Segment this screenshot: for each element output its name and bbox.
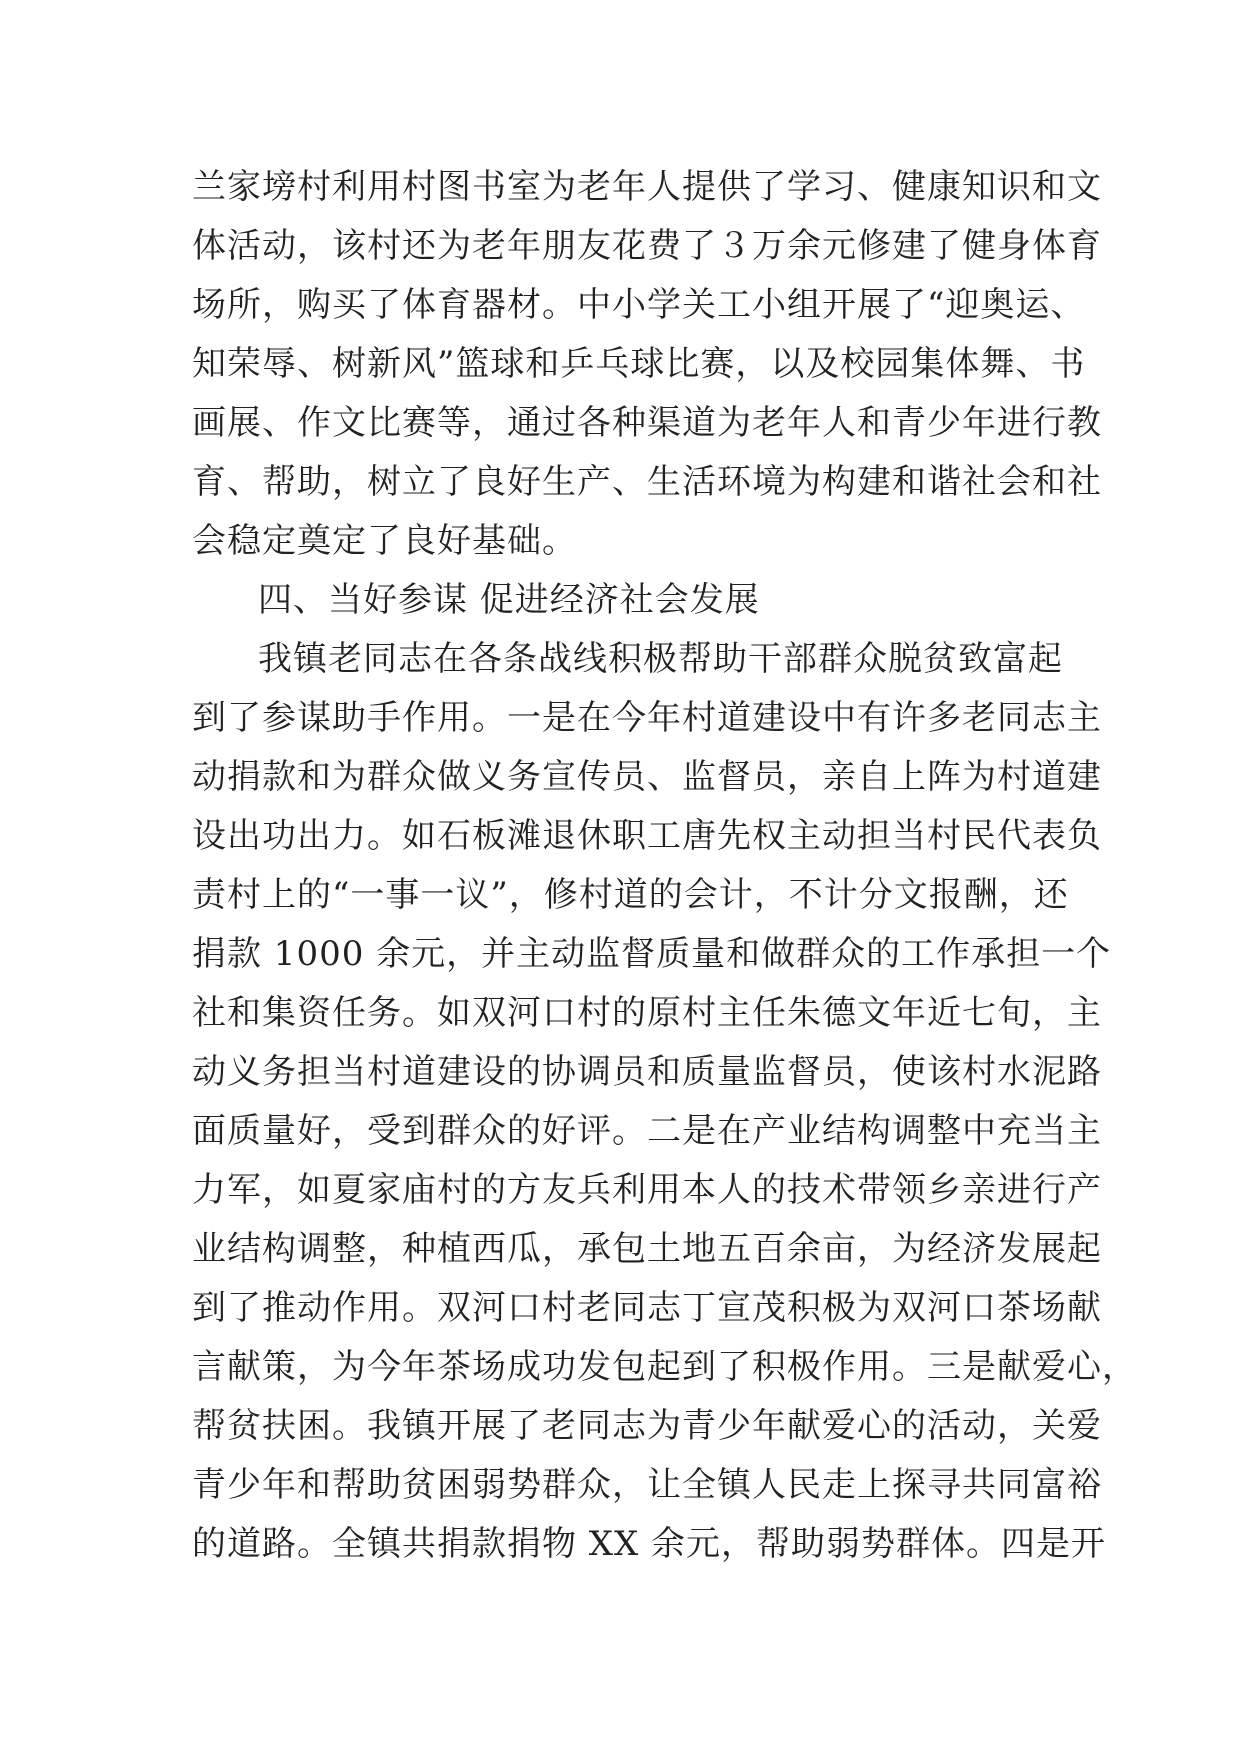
text-line: 责村上的“一事一议”，修村道的会计，不计分文报酬，还 (192, 875, 1069, 915)
text-line: 场所，购买了体育器材。中小学关工小组开展了“迎奥运、 (192, 285, 1086, 325)
text-line: 社和集资任务。如双河口村的原村主任朱德文年近七旬，主 (192, 993, 1102, 1033)
text-line: 到了参谋助手作用。一是在今年村道建设中有许多老同志主 (192, 698, 1102, 738)
text-line: 面质量好，受到群众的好评。二是在产业结构调整中充当主 (192, 1111, 1102, 1151)
text-line: 青少年和帮助贫困弱势群众，让全镇人民走上探寻共同富裕 (192, 1465, 1102, 1505)
text-line: 画展、作文比赛等，通过各种渠道为老年人和青少年进行教 (192, 403, 1102, 443)
body-text (192, 158, 1137, 1574)
text-line: 到了推动作用。双河口村老同志丁宣茂积极为双河口茶场献 (192, 1288, 1102, 1328)
text-line: 的道路。全镇共捐款捐物 XX 余元，帮助弱势群体。四是开 (192, 1524, 1107, 1564)
text-line: 设出功出力。如石板滩退休职工唐先权主动担当村民代表负 (192, 816, 1102, 856)
text-line: 体活动，该村还为老年朋友花费了３万余元修建了健身体育 (192, 226, 1102, 266)
text-line: 兰家塝村利用村图书室为老年人提供了学习、健康知识和文 (192, 167, 1102, 207)
text-line: 知荣辱、树新风”篮球和乒乓球比赛，以及校园集体舞、书 (192, 344, 1086, 384)
text-line: 捐款 1000 余元，并主动监督质量和做群众的工作承担一个 (192, 934, 1112, 974)
text-line: 我镇老同志在各条战线积极帮助干部群众脱贫致富起 (258, 639, 1063, 679)
text-line: 动捐款和为群众做义务宣传员、监督员，亲自上阵为村道建 (192, 757, 1102, 797)
text-line: 动义务担当村道建设的协调员和质量监督员，使该村水泥路 (192, 1052, 1102, 1092)
text-line: 帮贫扶困。我镇开展了老同志为青少年献爱心的活动，关爱 (192, 1406, 1102, 1446)
text-line: 力军，如夏家庙村的方友兵利用本人的技术带领乡亲进行产 (192, 1170, 1102, 1210)
text-line: 育、帮助，树立了良好生产、生活环境为构建和谐社会和社 (192, 462, 1102, 502)
section-heading: 四、当好参谋 促进经济社会发展 (258, 580, 760, 620)
text-line: 言献策，为今年茶场成功发包起到了积极作用。三是献爱心， (192, 1347, 1137, 1387)
text-line: 会稳定奠定了良好基础。 (192, 521, 577, 561)
text-line: 业结构调整，种植西瓜，承包土地五百余亩，为经济发展起 (192, 1229, 1102, 1269)
